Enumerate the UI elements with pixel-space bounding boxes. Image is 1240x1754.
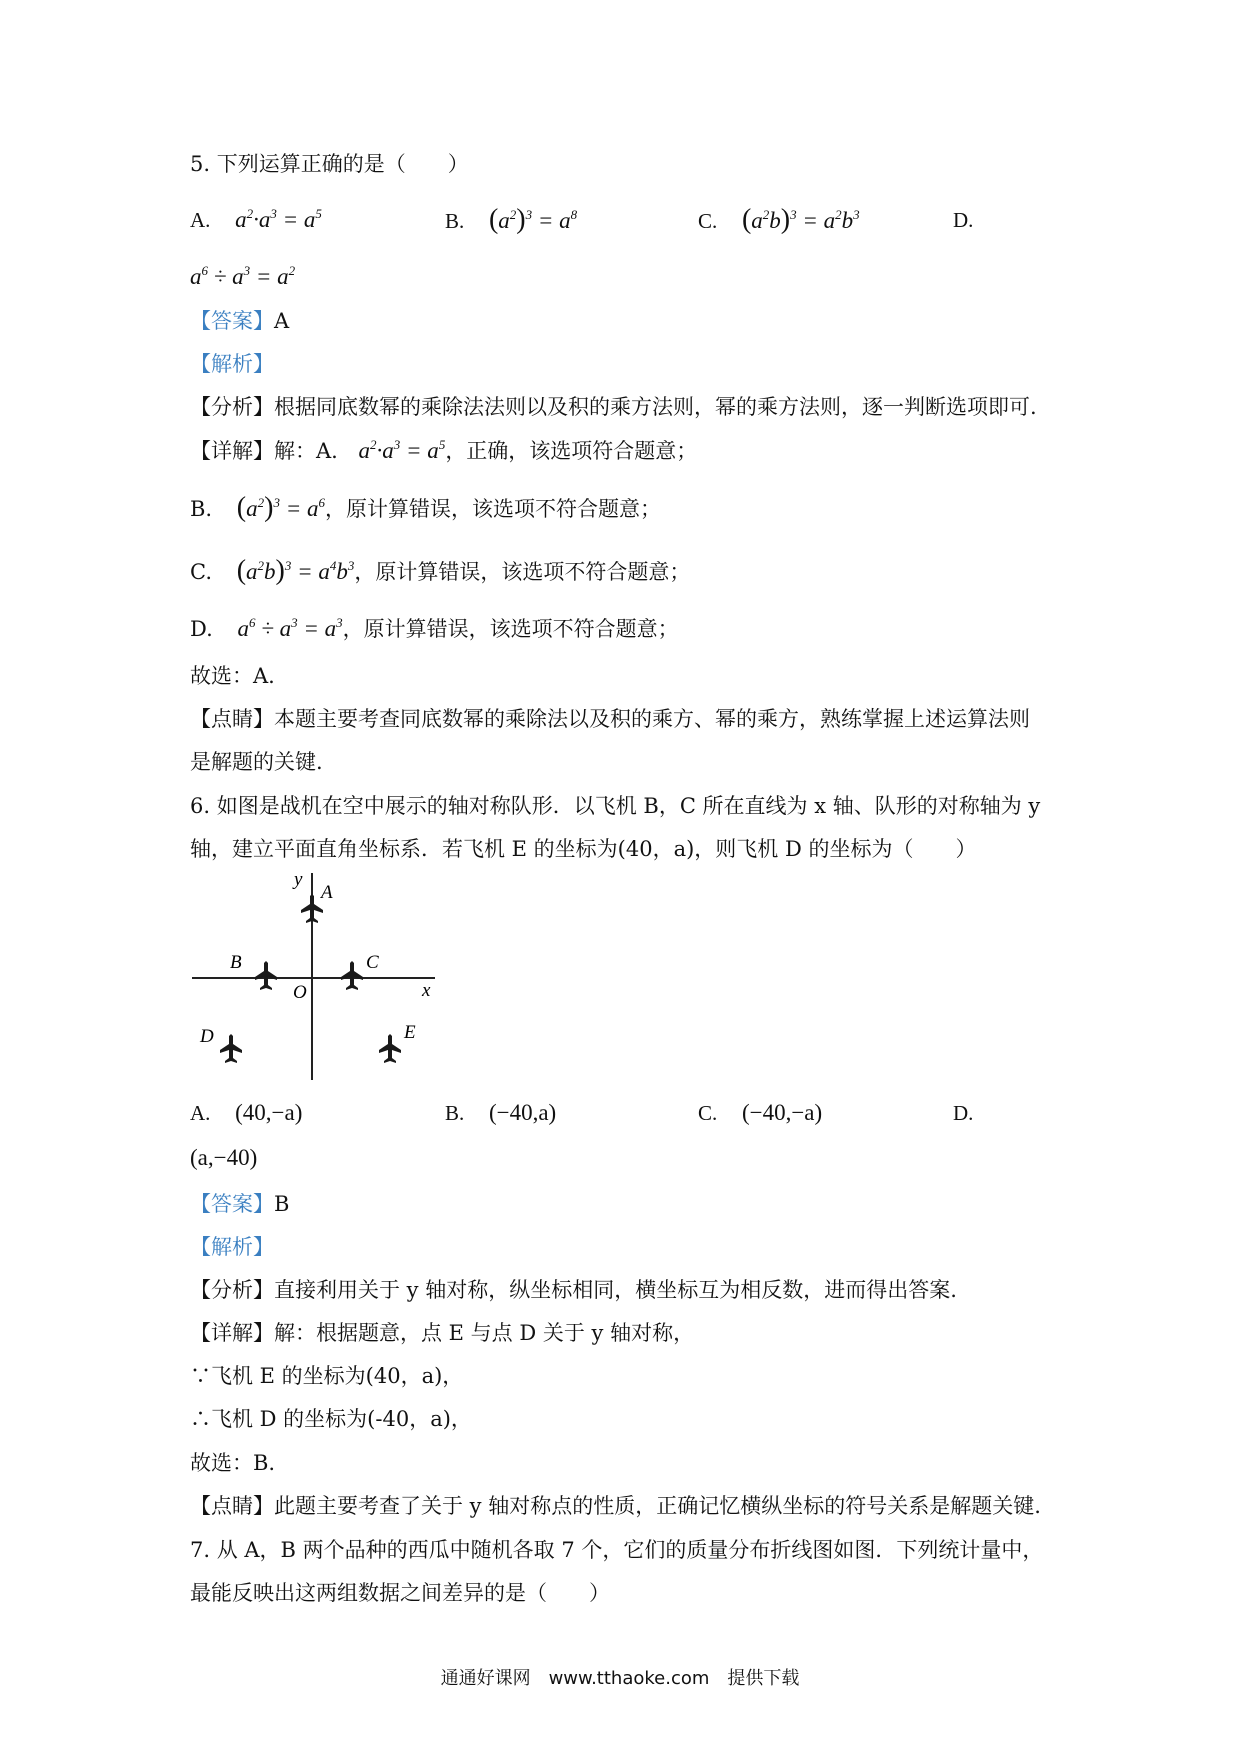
q6-dianjing-tag: 【点睛】 — [190, 1494, 274, 1518]
q5-line-b-expr: $(a^2)^3 = a^6$ — [236, 492, 325, 523]
q6-fenxi-text: 直接利用关于 y 轴对称，纵坐标相同，横坐标互为相反数，进而得出答案. — [274, 1278, 957, 1302]
q5-line-c-tail: ，原计算错误，该选项不符合题意； — [354, 560, 691, 584]
q6-xiangjie-text: 解：根据题意，点 E 与点 D 关于 y 轴对称， — [274, 1321, 695, 1345]
plane-b-label: B — [230, 952, 242, 973]
q5-line-d-label: D. — [190, 617, 213, 641]
plane-e-icon — [379, 1034, 401, 1063]
plane-e-label: E — [404, 1022, 416, 1043]
plane-a-label: A — [321, 882, 333, 903]
q5-xiangjie-prefix: 解：A. — [274, 439, 338, 463]
q6-option-c — [698, 1098, 822, 1128]
formation-figure — [190, 868, 450, 1083]
q5-line-c — [190, 557, 690, 586]
q6-option-d-text: (a,−40) — [190, 1145, 258, 1170]
q5-answer — [190, 307, 289, 335]
q6-stem-line-2: 轴，建立平面直角坐标系．若飞机 E 的坐标为(40，a)，则飞机 D 的坐标为（ ） — [190, 837, 977, 861]
q6-dianjing-text: 此题主要考查了关于 y 轴对称点的性质，正确记忆横纵坐标的符号关系是解题关键. — [274, 1494, 1041, 1518]
q5-line-d — [190, 615, 679, 643]
plane-d-icon — [220, 1034, 242, 1063]
q5-line-b — [190, 494, 661, 523]
origin-label: O — [293, 982, 307, 1003]
q5-line-c-expr: $(a^2b)^3 = a^4b^3$ — [236, 555, 355, 586]
q6-answer-tag: 【答案】 — [190, 1192, 274, 1216]
q6-option-d-label-wrap — [953, 1098, 991, 1128]
q6-option-a-text: (40,−a) — [235, 1100, 303, 1125]
q6-therefore: ∴飞机 D 的坐标为(-40，a)， — [190, 1407, 472, 1431]
x-axis-label: x — [422, 980, 431, 1001]
q5-dianjing-line-2: 是解题的关键. — [190, 750, 323, 774]
q6-because: ∵飞机 E 的坐标为(40，a)， — [190, 1364, 464, 1388]
q6-option-a — [190, 1098, 302, 1128]
q5-line-b-label: B. — [190, 497, 213, 521]
q5-option-d-label-wrap — [953, 205, 991, 235]
q7-stem-line-1: 7. 从 A，B 两个品种的西瓜中随机各取 7 个，它们的质量分布折线图如图．下列统计量中， — [190, 1538, 1044, 1562]
q6-option-d-label: D. — [953, 1101, 974, 1125]
q6-option-b-text: (−40,a) — [488, 1100, 557, 1125]
q6-option-c-label: C. — [698, 1101, 718, 1125]
q5-line-d-tail: ，原计算错误，该选项不符合题意； — [342, 617, 679, 641]
q5-option-c — [698, 205, 860, 236]
q6-dianjing — [190, 1492, 1041, 1520]
q6-fenxi-tag: 【分析】 — [190, 1278, 274, 1302]
q6-option-c-text: (−40,−a) — [741, 1100, 823, 1125]
q5-option-c-label: C. — [698, 209, 718, 233]
q6-option-b — [445, 1098, 556, 1128]
q5-option-d-label: D. — [953, 208, 974, 232]
q5-option-a-label: A. — [190, 208, 211, 232]
page-footer: 通通好课网 www.tthaoke.com 提供下载 — [440, 1668, 800, 1689]
q6-xiangjie-tag: 【详解】 — [190, 1321, 274, 1345]
q5-line-d-expr: $a^6 \div a^3 = a^3$ — [237, 615, 343, 641]
q5-option-b-label: B. — [445, 209, 465, 233]
q5-answer-value: A — [274, 309, 290, 333]
q6-choose: 故选：B. — [190, 1451, 276, 1475]
q5-option-d-expr: $a^6 \div a^3 = a^2$ — [190, 263, 296, 289]
q5-dianjing-text-1: 本题主要考查同底数幂的乘除法以及积的乘方、幂的乘方，熟练掌握上述运算法则 — [274, 707, 1030, 731]
plane-a-icon — [301, 894, 323, 923]
q5-xiangjie — [190, 437, 697, 465]
q6-answer-value: B — [274, 1192, 290, 1216]
q6-option-b-label: B. — [445, 1101, 465, 1125]
q7-stem-line-2: 最能反映出这两组数据之间差异的是（ ） — [190, 1581, 610, 1605]
q5-option-b — [445, 205, 577, 236]
q6-stem-line-1: 6. 如图是战机在空中展示的轴对称队形．以飞机 B，C 所在直线为 x 轴、队形的对称轴为 y — [190, 794, 1041, 818]
q5-fenxi-text: 根据同底数幂的乘除法法则以及积的乘方法则，幂的乘方法则，逐一判断选项即可. — [274, 395, 1037, 419]
q5-dianjing — [190, 705, 1030, 733]
q6-option-a-label: A. — [190, 1101, 211, 1125]
plane-c-label: C — [366, 952, 379, 973]
q5-stem: 5. 下列运算正确的是（ ） — [190, 152, 469, 176]
q6-answer — [190, 1190, 289, 1218]
q5-answer-tag: 【答案】 — [190, 309, 274, 333]
q5-fenxi — [190, 393, 1037, 421]
plane-b-icon — [255, 961, 277, 990]
q5-xiangjie-expr: $a^2\cdot a^3 = a^5$ — [358, 437, 446, 463]
y-axis-label: y — [294, 869, 303, 890]
q5-option-b-expr: $(a^2)^3 = a^8$ — [488, 204, 578, 235]
q5-line-c-label: C. — [190, 560, 212, 584]
q5-option-a — [190, 205, 322, 235]
q5-xiangjie-tail: ，正确，该选项符合题意； — [445, 439, 698, 463]
q5-fenxi-tag: 【分析】 — [190, 395, 274, 419]
q5-dianjing-tag: 【点睛】 — [190, 707, 274, 731]
q5-option-c-expr: $(a^2b)^3 = a^2b^3$ — [741, 204, 860, 235]
q5-option-a-expr: $a^2\cdot a^3 = a^5$ — [235, 206, 322, 232]
q6-analysis-tag: 【解析】 — [190, 1235, 274, 1259]
q6-xiangjie — [190, 1319, 694, 1347]
q5-line-b-tail: ，原计算错误，该选项不符合题意； — [324, 497, 661, 521]
q5-analysis-tag: 【解析】 — [190, 352, 274, 376]
q6-fenxi — [190, 1276, 957, 1304]
q6-option-d — [190, 1143, 257, 1173]
plane-c-icon — [341, 961, 363, 990]
q5-choose: 故选：A. — [190, 664, 275, 688]
q5-option-d — [190, 262, 295, 292]
q5-xiangjie-tag: 【详解】 — [190, 439, 274, 463]
plane-d-label: D — [200, 1026, 214, 1047]
